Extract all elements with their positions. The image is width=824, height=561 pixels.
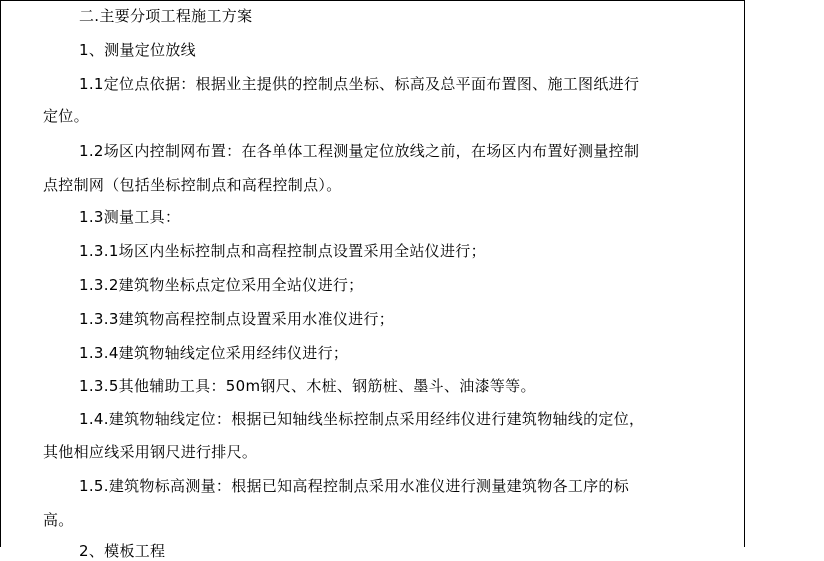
subsection-title-formwork-partial: 2、模板工程 [79,542,166,560]
item-1-3-3: 1.3.3建筑物高程控制点设置采用水准仪进行； [79,310,395,328]
item-1-3-5: 1.3.5其他辅助工具：50m钢尺、木桩、钢筋桩、墨斗、油漆等等。 [79,377,536,395]
paragraph-1-5-line2: 高。 [43,511,74,529]
section-title: 二.主要分项工程施工方案 [79,7,253,25]
paragraph-1-4-line2: 其他相应线采用钢尺进行排尺。 [43,443,258,461]
paragraph-1-2-line1: 1.2场区内控制网布置：在各单体工程测量定位放线之前，在场区内布置好测量控制 [79,142,640,160]
item-1-3-1: 1.3.1场区内坐标控制点和高程控制点设置采用全站仪进行； [79,242,486,260]
item-1-3-4: 1.3.4建筑物轴线定位采用经纬仪进行； [79,344,349,362]
paragraph-1-3-title: 1.3测量工具： [79,208,181,226]
paragraph-1-5-line1: 1.5.建筑物标高测量：根据已知高程控制点采用水准仪进行测量建筑物各工序的标 [79,477,630,495]
item-1-3-2: 1.3.2建筑物坐标点定位采用全站仪进行； [79,276,364,294]
subsection-title-measurement: 1、测量定位放线 [79,41,196,59]
paragraph-1-4-line1: 1.4.建筑物轴线定位：根据已知轴线坐标控制点采用经纬仪进行建筑物轴线的定位， [79,410,645,428]
paragraph-1-1-line2: 定位。 [43,107,89,125]
paragraph-1-1-line1: 1.1定位点依据：根据业主提供的控制点坐标、标高及总平面布置图、施工图纸进行 [79,75,640,93]
paragraph-1-2-line2: 点控制网（包括坐标控制点和高程控制点）。 [43,176,342,194]
